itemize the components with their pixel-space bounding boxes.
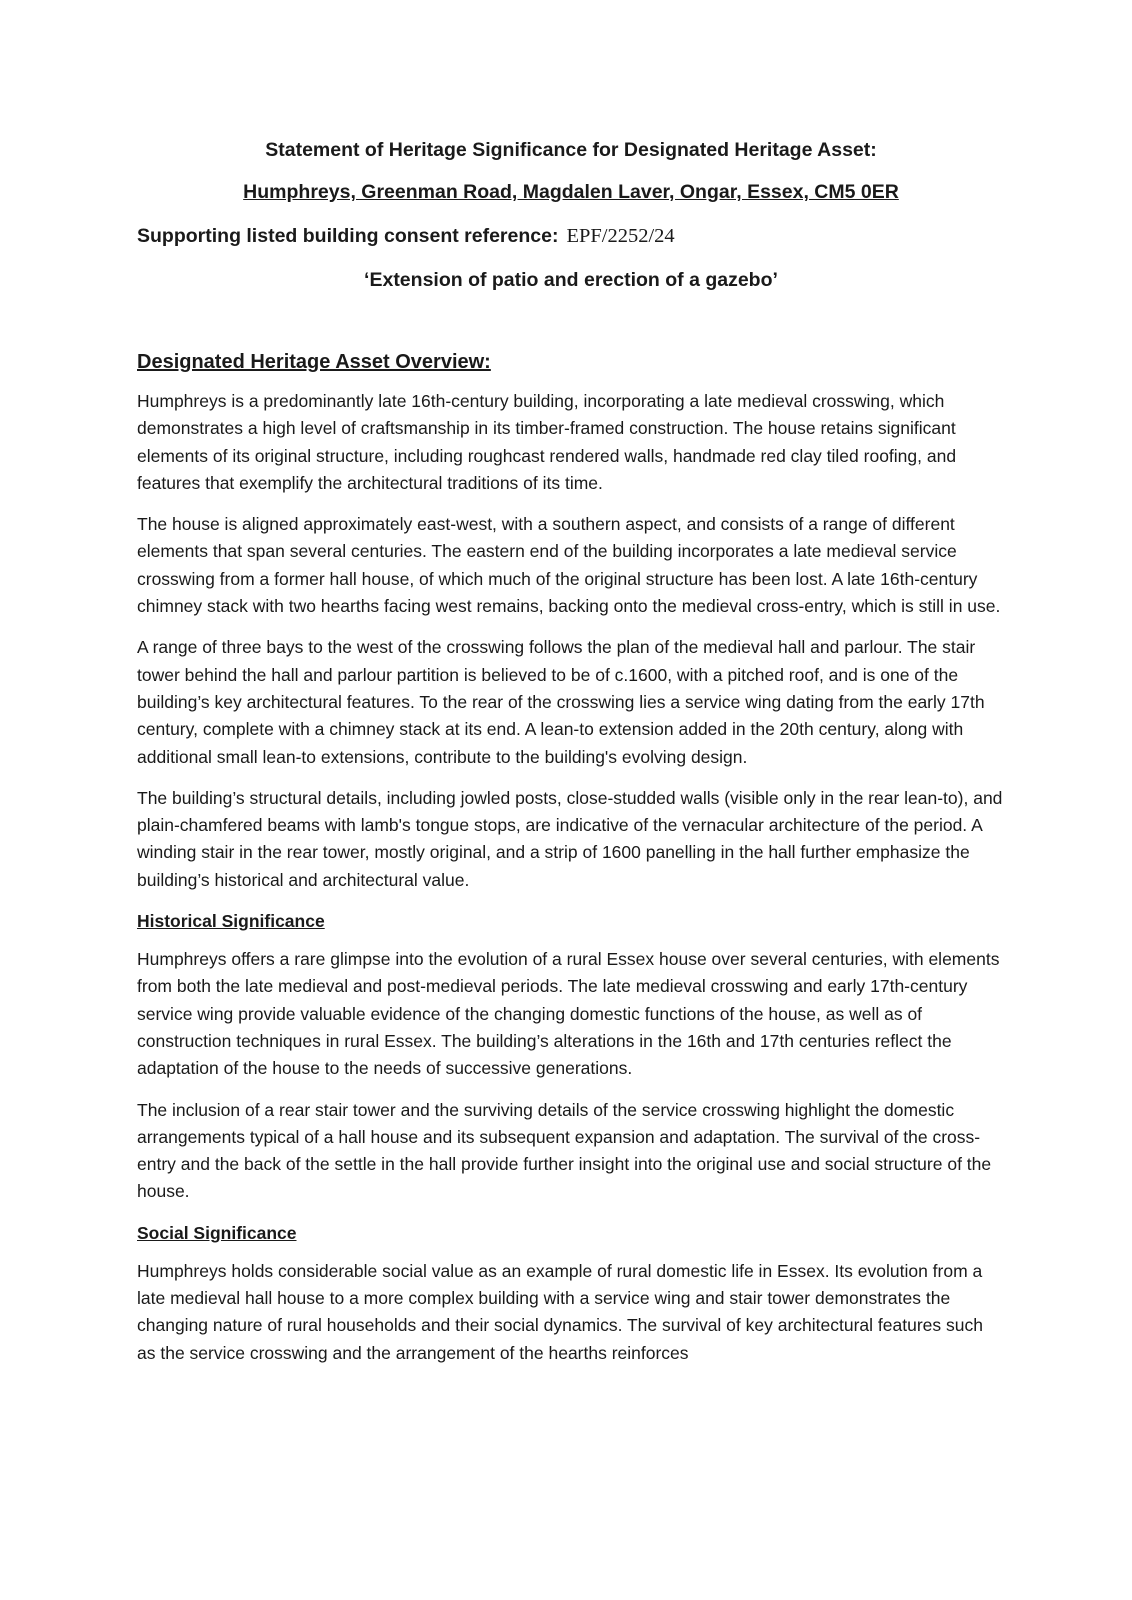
overview-heading: Designated Heritage Asset Overview: bbox=[137, 351, 491, 373]
social-paragraph: Humphreys holds considerable social value as an example of rural domestic life in Essex. Its evolution from a late medieval hall house to a more complex building with a service wing and stair tower demonstrates the changing nature of rural households and their social dynamics. The survival of key architectural features such as the service crosswing and the arrangement of the hearths reinforces bbox=[137, 1260, 983, 1363]
consent-reference-label: Supporting listed building consent reference: bbox=[137, 225, 559, 247]
document-title: Statement of Heritage Significance for Designated Heritage Asset: bbox=[265, 139, 877, 161]
consent-reference-line bbox=[137, 222, 1005, 250]
proposal-description: ‘Extension of patio and erection of a gazebo’ bbox=[364, 269, 778, 291]
overview-paragraph: Humphreys is a predominantly late 16th-century building, incorporating a late medieval crosswing, which demonstrates a high level of craftsmanship in its timber-framed construction. The house retains significant elements of its original structure, including roughcast rendered walls, handmade red clay tiled roofing, and features that exemplify the architectural traditions of its time. bbox=[137, 391, 957, 493]
overview-paragraph: The building’s structural details, including jowled posts, close-studded walls (visible only in the rear lean-to), and plain-chamfered beams with lamb's tongue stops, are indicative of the vernacular architecture of the period. A winding stair in the rear tower, mostly original, and a strip of 1600 panelling in the hall further emphasize the building’s historical and architectural value. bbox=[137, 787, 1003, 890]
document-body bbox=[137, 136, 1005, 1367]
historical-paragraph: The inclusion of a rear stair tower and the surviving details of the service crosswing highlight the domestic arrangements typical of a hall house and its subsequent expansion and adaptation. The survival of the cross-entry and the back of the settle in the hall provide further insight into the original use and social structure of the house. bbox=[137, 1099, 992, 1202]
historical-paragraph: Humphreys offers a rare glimpse into the evolution of a rural Essex house over several centuries, with elements from both the late medieval and post-medieval periods. The late medieval crosswing and early 17th-century service wing provide valuable evidence of the changing domestic functions of the house, as well as of construction techniques in rural Essex. The building’s alterations in the 16th and 17th centuries reflect the adaptation of the house to the needs of successive generations. bbox=[137, 949, 1000, 1079]
overview-paragraph: The house is aligned approximately east-west, with a southern aspect, and consists of a range of different elements that span several centuries. The eastern end of the building incorporates a late medieval service crosswing from a former hall house, of which much of the original structure has been lost. A late 16th-century chimney stack with two hearths facing west remains, backing onto the medieval cross-entry, which is still in use. bbox=[137, 514, 1001, 617]
property-address: Humphreys, Greenman Road, Magdalen Laver, Ongar, Essex, CM5 0ER bbox=[243, 181, 899, 203]
social-significance-heading: Social Significance bbox=[137, 1222, 297, 1243]
consent-reference-value: EPF/2252/24 bbox=[566, 225, 675, 247]
historical-significance-heading: Historical Significance bbox=[137, 911, 325, 932]
overview-paragraph: A range of three bays to the west of the crosswing follows the plan of the medieval hall and parlour. The stair tower behind the hall and parlour partition is believed to be of c.1600, with a pitched roof, and is one of the building’s key architectural features. To the rear of the crosswing lies a service wing dating from the early 17th century, complete with a chimney stack at its end. A lean-to extension added in the 20th century, along with additional small lean-to extensions, contribute to the building's evolving design. bbox=[137, 637, 985, 767]
